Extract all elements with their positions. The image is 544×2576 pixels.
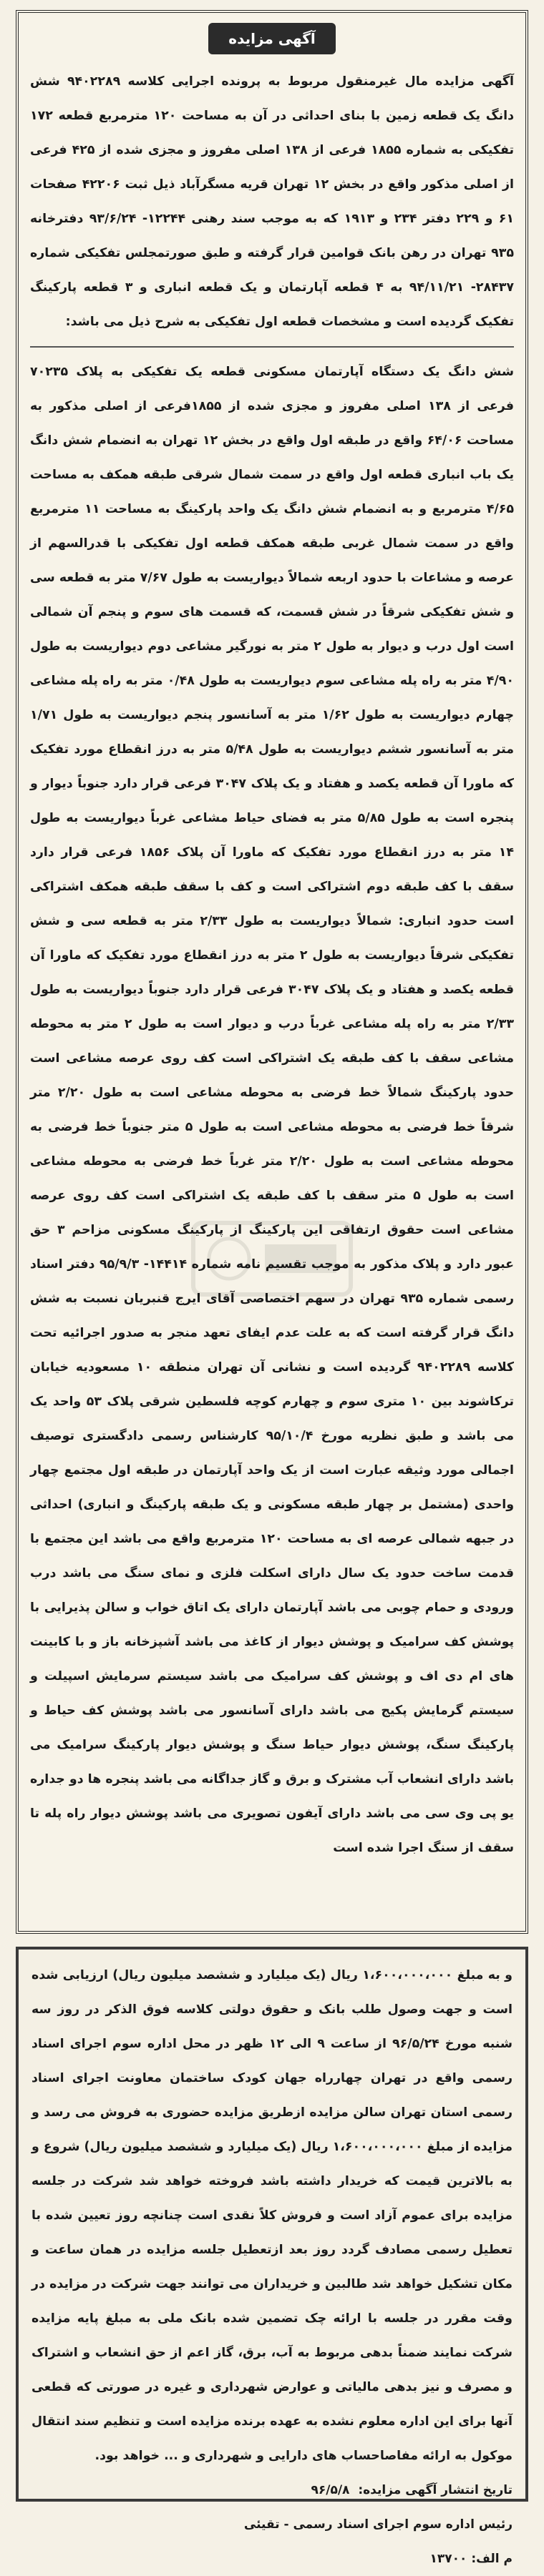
signature-line: رئیس اداره سوم اجرای اسناد رسمی - تقیئی xyxy=(243,2517,513,2532)
divider xyxy=(30,346,514,348)
publish-date-value: ۹۶/۵/۸ xyxy=(311,2483,350,2497)
auction-terms-box xyxy=(16,1947,528,2566)
auction-paragraph: و به مبلغ ۱،۶۰۰،۰۰۰،۰۰۰ ریال (یک میلیارد و ششصد میلیون ریال) ارزیابی شده است و جهت وصول طلب بانک و حقوق دولتی کلاسه فوق الذکر در روز سه شنبه مورخ ۹۶/۵/۲۴ از ساعت ۹ الی ۱۲ ظهر در محل اداره سوم اجرای اسناد رسمی واقع در تهران چهارراه جهان کودک ساختمان معاونت اجرای اسناد رسمی استان تهران سالن مزایده ازطریق مزایده حضوری به فروش می رسد و مزایده از مبلغ ۱،۶۰۰،۰۰۰،۰۰۰ ریال (یک میلیارد و ششصد میلیون ریال) شروع و به بالاترین قیمت که خریدار داشته باشد فروخته خواهد شد شرکت در جلسه مزایده برای عموم آزاد است و فروش کلاً نقدی است چنانچه روز تعیین شده با تعطیل رسمی مصادف گردد روز بعد ازتعطیل جلسه مزایده در همان ساعت و مکان تشکیل خواهد شد طالبین و خریداران می توانند جهت شرکت در مزایده در وقت مقرر در جلسه با ارائه چک تضمین شده بانک ملی به مبلغ پایه مزایده شرکت نمایند ضمناً بدهی مربوط به آب، برق، گاز اعم از حق انشعاب و اشتراک و مصرف و نیز بدهی مالیاتی و عوارض شهرداری و غیره در صورتی که قطعی آنها برای این اداره معلوم نشده به عهده برنده مزایده است و تنظیم سند انتقال موکول به ارائه مفاصاحساب های دارایی و شهرداری و ... خواهد بود. xyxy=(31,1968,513,2463)
publish-date-line xyxy=(31,2473,513,2507)
notice-frame xyxy=(16,10,528,1934)
notice-paragraph-intro: آگهی مزایده مال غیرمنقول مربوط به پرونده اجرایی کلاسه ۹۴۰۲۲۸۹ شش دانگ یک قطعه زمین با بنای احداثی در آن به مساحت ۱۲۰ مترمربع قطعه ۱۷۲ تفکیکی به شماره ۱۸۵۵ فرعی از ۱۳۸ اصلی مفروز و مجزی شده از ۴۲۵ فرعی از اصلی مذکور واقع در بخش ۱۲ تهران قریه مسگرآباد ذیل ثبت ۴۲۲۰۶ صفحات ۶۱ و ۲۲۹ دفتر ۲۳۴ و ۱۹۱۳ که به موجب سند رهنی ۱۲۲۴۴- ۹۳/۶/۲۴ دفترخانه ۹۳۵ تهران در رهن بانک قوامین قرار گرفته و طبق صورتمجلس تفکیکی شماره ۲۸۴۳۷- ۹۴/۱۱/۲۱ به ۴ قطعه آپارتمان و یک قطعه انباری و ۳ قطعه پارکینگ تفکیک گردیده است و مشخصات قطعه اول تفکیکی به شرح ذیل می باشد: xyxy=(30,74,515,329)
publish-date-label: تاریخ انتشار آگهی مزایده: xyxy=(358,2483,513,2497)
notice-paragraph-description: شش دانگ یک دستگاه آپارتمان مسکونی قطعه یک تفکیکی به پلاک ۷۰۲۳۵ فرعی از ۱۳۸ اصلی مفروز و مجزی شده از ۱۸۵۵فرعی از اصلی مذکور به مساحت ۶۴/۰۶ واقع در طبقه اول واقع در بخش ۱۲ تهران به انضمام شش دانگ یک باب انباری قطعه اول واقع در سمت شمال شرقی طبقه همکف به مساحت ۴/۶۵ مترمربع و به انضمام شش دانگ یک واحد پارکینگ به مساحت ۱۱ مترمربع واقع در سمت شمال غربی طبقه همکف قطعه اول تفکیکی با قدرالسهم از عرصه و مشاعات با حدود اربعه شمالاً دیواریست به طول ۷/۶۷ متر به قطعه سی و شش تفکیکی شرقاً در شش قسمت، که قسمت های سوم و پنجم آن شمالی است اول درب و دیوار به طول ۲ متر به نورگیر مشاعی دوم دیواریست به طول ۴/۹۰ متر به راه پله مشاعی سوم دیواریست به طول ۰/۴۸ متر به راه پله مشاعی چهارم دیواریست به طول ۱/۶۲ متر به آسانسور پنجم دیواریست به طول ۱/۷۱ متر به آسانسور ششم دیواریست به طول ۵/۴۸ متر به درز انقطاع مورد تفکیک که ماورا آن قطعه یکصد و هفتاد و یک پلاک ۳۰۴۷ فرعی قرار دارد جنوباً دیوار و پنجره است به طول ۵/۸۵ متر به فضای حیاط مشاعی غرباً دیواریست به طول ۱۴ متر به درز انقطاع مورد تفکیک که ماورا آن پلاک ۱۸۵۶ فرعی قرار دارد سقف با کف طبقه دوم اشتراکی است و کف با سقف طبقه همکف اشتراکی است حدود انباری: شمالاً دیواریست به طول ۲/۳۳ متر به قطعه سی و شش تفکیکی شرقاً دیواریست به طول ۲ متر به درز انقطاع مورد تفکیک که ماورا آن قطعه یکصد و هفتاد و یک پلاک ۳۰۴۷ فرعی قرار دارد جنوباً دیواریست به طول ۲/۳۳ متر به راه پله مشاعی غرباً درب و دیوار است به طول ۲ متر به محوطه مشاعی سقف با کف طبقه یک اشتراکی است کف روی عرصه مشاعی است حدود پارکینگ شمالاً خط فرضی به محوطه مشاعی است به طول ۲/۲۰ متر شرقاً خط فرضی به محوطه مشاعی است به طول ۵ متر جنوباً خط فرضی به محوطه مشاعی است به طول ۲/۲۰ متر غرباً خط فرضی به محوطه مشاعی است به طول ۵ متر سقف با کف طبقه یک اشتراکی است کف روی عرصه مشاعی است حقوق ارتفاقی این پارکینگ از پارکینگ مسکونی مزاحم ۳ حق عبور دارد و پلاک مذکور به موجب تقسیم نامه شماره ۱۴۴۱۴- ۹۵/۹/۳ دفتر اسناد رسمی شماره ۹۳۵ تهران در سهم اختصاصی آقای ایرج قنبریان نسبت به شش دانگ قرار گرفته است که به علت عدم ایفای تعهد منجر به صدور اجرائیه تحت کلاسه ۹۴۰۲۲۸۹ گردیده است و نشانی آن تهران منطقه ۱۰ مسعودیه خیابان ترکاشوند بین ۱۰ متری سوم و چهارم کوچه فلسطین شرقی پلاک ۵۳ واحد یک می باشد و طبق نظریه مورخ ۹۵/۱۰/۴ کارشناس رسمی دادگستری توصیف اجمالی مورد وثیقه عبارت است از یک واحد آپارتمان در طبقه اول مجتمع چهار واحدی (مشتمل بر چهار طبقه مسکونی و یک طبقه پارکینگ و انباری) احداثی در جبهه شمالی عرصه ای به مساحت ۱۲۰ مترمربع واقع می باشد این مجتمع با قدمت ساخت حدود یک سال دارای اسکلت فلزی و نمای سنگ می باشد درب ورودی و حمام چوبی می باشد آپارتمان دارای یک اتاق خواب و سالن پذیرایی با پوشش کف سرامیک و پوشش دیوار از کاغذ می باشد آشپزخانه باز و با کابینت های ام دی اف و پوشش کف سرامیک می باشد سیستم سرمایش اسپیلت و سیستم گرمایش پکیج می باشد دارای آسانسور می باشد پوشش کف حیاط و پارکینگ سنگ، پوشش دیوار حیاط سنگ و پوشش دیوار پارکینگ سرامیک می باشد دارای انشعاب آب مشترک و برق و گاز جداگانه می باشد پنجره ها دو جداره یو پی وی سی می باشد دارای آیفون تصویری می باشد پوشش دیوار راه پله تا سقف از سنگ اجرا شده است xyxy=(30,365,515,1855)
reference-number: م الف: ۱۳۷۰۰ xyxy=(429,2552,513,2566)
notice-title: آگهی مزایده xyxy=(208,23,335,54)
